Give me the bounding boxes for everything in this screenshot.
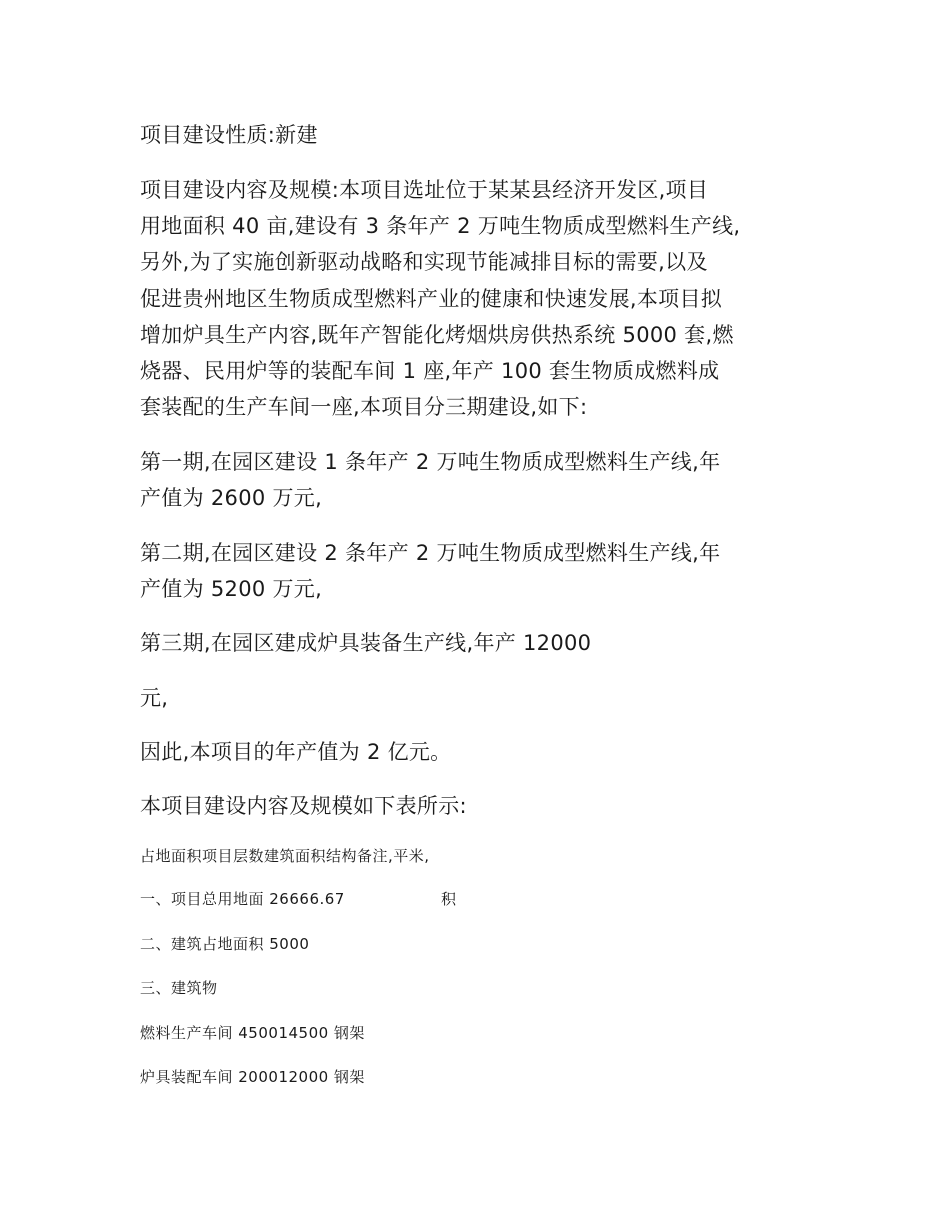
para-content-line-2: 用地面积 40 亩,建设有 3 条年产 2 万吨生物质成型燃料生产线,: [140, 214, 741, 238]
para-content-line-7: 套装配的生产车间一座,本项目分三期建设,如下:: [140, 395, 588, 419]
para-content-line-6: 烧器、民用炉等的装配车间 1 座,年产 100 套生物质成燃料成: [140, 359, 720, 383]
para-phase3-tail: 元,: [140, 686, 169, 710]
table-header-row: 占地面积项目层数建筑面积结构备注,平米,: [140, 847, 430, 865]
table-row-stove-workshop: 炉具装配车间 200012000 钢架: [140, 1068, 365, 1086]
para-phase1-line-1: 第一期,在园区建设 1 条年产 2 万吨生物质成型燃料生产线,年: [140, 450, 721, 474]
table-row-total-land: 一、项目总用地面 26666.67: [140, 890, 345, 908]
table-row-fuel-workshop: 燃料生产车间 450014500 钢架: [140, 1024, 365, 1042]
table-row-building-footprint: 二、建筑占地面积 5000: [140, 935, 310, 953]
para-content-line-3: 另外,为了实施创新驱动战略和实现节能减排目标的需要,以及: [140, 250, 708, 274]
para-content-line-4: 促进贵州地区生物质成型燃料产业的健康和快速发展,本项目拟: [140, 287, 723, 311]
para-content-line-1: 项目建设内容及规模:本项目选址位于某某县经济开发区,项目: [140, 178, 709, 202]
para-project-nature: 项目建设性质:新建: [140, 123, 318, 147]
para-phase3-line: 第三期,在园区建成炉具装备生产线,年产 12000: [140, 631, 592, 655]
para-phase1-line-2: 产值为 2600 万元,: [140, 486, 323, 510]
para-total-value: 因此,本项目的年产值为 2 亿元。: [140, 740, 452, 764]
para-table-intro: 本项目建设内容及规模如下表所示:: [140, 794, 467, 818]
para-content-line-5: 增加炉具生产内容,既年产智能化烤烟烘房供热系统 5000 套,燃: [140, 323, 734, 347]
table-row-total-land-wrap: 积: [441, 890, 457, 908]
para-phase2-line-2: 产值为 5200 万元,: [140, 577, 323, 601]
table-row-buildings: 三、建筑物: [140, 979, 218, 997]
para-phase2-line-1: 第二期,在园区建设 2 条年产 2 万吨生物质成型燃料生产线,年: [140, 541, 721, 565]
